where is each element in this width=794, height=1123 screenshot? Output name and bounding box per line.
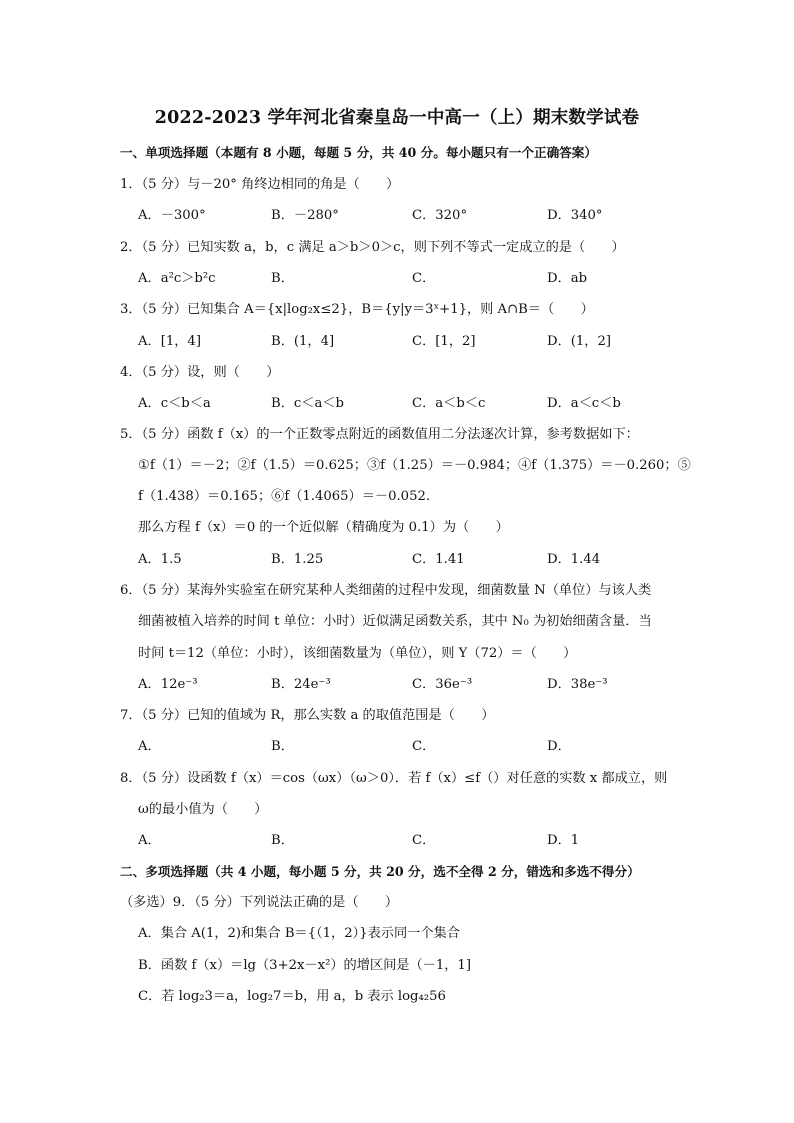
question-6-line-2: 细菌被植入培养的时间 t 单位：小时）近似满足函数关系，其中 N₀ 为初始细菌含量．当 — [138, 614, 652, 629]
option-a: A．1.5 — [138, 552, 182, 567]
question-9-option-a: A．集合 A(1，2)和集合 B＝{（1，2）}表示同一个集合 — [138, 926, 460, 941]
option-a: A．a²c＞b²c — [138, 271, 216, 286]
option-a: A． — [138, 833, 161, 848]
option-b: B．24e⁻³ — [271, 677, 331, 692]
option-b: B． — [271, 739, 294, 754]
option-d: D．340° — [547, 208, 603, 223]
option-a: A．－300° — [138, 208, 206, 223]
option-b: B．(1，4] — [271, 334, 335, 349]
question-5-options — [138, 552, 698, 568]
option-b: B．－280° — [271, 208, 339, 223]
question-1-options — [138, 208, 698, 224]
option-a: A． — [138, 739, 161, 754]
option-a: A．c＜b＜a — [138, 396, 211, 411]
question-6: 6．（5 分）某海外实验室在研究某种人类细菌的过程中发现，细菌数量 N（单位）与该人类 — [120, 583, 652, 598]
question-5: 5．（5 分）函数 f（x）的一个正数零点附近的函数值用二分法逐次计算，参考数据如下： — [120, 427, 639, 442]
option-b: B． — [271, 833, 294, 848]
option-d: D．1.44 — [547, 552, 601, 567]
option-d: D．(1，2] — [547, 334, 612, 349]
option-a: A．12e⁻³ — [138, 677, 198, 692]
question-9-option-b: B．函数 f（x）＝lg（3+2x－x²）的增区间是（－1，1] — [138, 958, 471, 973]
question-6-options — [138, 677, 698, 693]
question-8: 8．（5 分）设函数 f（x）＝cos（ωx）（ω＞0）．若 f（x）≤f（）对任意的实数 x 都成立，则 — [120, 771, 668, 786]
option-a: A．[1，4] — [138, 334, 201, 349]
question-5-data-line-1: ①f（1）＝－2；②f（1.5）＝0.625；③f（1.25）＝－0.984；④f（1.375）＝－0.260；⑤ — [138, 458, 691, 473]
question-4-options — [138, 396, 698, 412]
question-8-options — [138, 833, 698, 849]
option-c: C． — [412, 833, 436, 848]
question-7-options — [138, 739, 698, 755]
question-2: 2．（5 分）已知实数 a，b，c 满足 a＞b＞0＞c，则下列不等式一定成立的是（ ） — [120, 240, 625, 255]
question-4: 4．（5 分）设，则（ ） — [120, 365, 280, 380]
question-2-options — [138, 271, 698, 287]
option-d: D．a＜c＜b — [547, 396, 621, 411]
section-single-choice: 一、单项选择题（本题有 8 小题，每题 5 分，共 40 分。每小题只有一个正确答案） — [120, 145, 597, 160]
question-9: （多选）9．（5 分）下列说法正确的是（ ） — [120, 895, 399, 910]
question-9-option-c: C．若 log₂3＝a，log₂7＝b，用 a，b 表示 log₄₂56 — [138, 989, 446, 1004]
option-c: C．1.41 — [412, 552, 465, 567]
question-8-line-2: ω的最小值为（ ） — [138, 802, 268, 817]
option-d: D．ab — [547, 271, 588, 286]
option-c: C．36e⁻³ — [412, 677, 473, 692]
option-b: B． — [271, 271, 294, 286]
option-b: B．c＜a＜b — [271, 396, 344, 411]
option-b: B．1.25 — [271, 552, 324, 567]
question-3-options — [138, 334, 698, 350]
question-7: 7．（5 分）已知的值域为 R，那么实数 a 的取值范围是（ ） — [120, 708, 495, 723]
section-multiple-choice: 二、多项选择题（共 4 小题，每小题 5 分，共 20 分，选不全得 2 分，错选和多选不得分） — [120, 864, 640, 879]
exam-title: 2022-2023 学年河北省秦皇岛一中高一（上）期末数学试卷 — [154, 108, 640, 128]
question-6-line-3: 时间 t＝12（单位：小时），该细菌数量为（单位），则 Y（72）＝（ ） — [138, 646, 577, 661]
question-5-prompt: 那么方程 f（x）＝0 的一个近似解（精确度为 0.1）为（ ） — [138, 520, 509, 535]
option-d: D．38e⁻³ — [547, 677, 608, 692]
option-d: D． — [547, 739, 571, 754]
option-d: D．1 — [547, 833, 580, 848]
option-c: C．a＜b＜c — [412, 396, 486, 411]
question-1: 1．（5 分）与－20° 角终边相同的角是（ ） — [120, 177, 400, 192]
option-c: C． — [412, 739, 436, 754]
question-3: 3．（5 分）已知集合 A＝{x|log₂x≤2}，B＝{y|y＝3ˣ+1}，则 A∩B＝（ ） — [120, 302, 594, 317]
option-c: C．320° — [412, 208, 468, 223]
option-c: C． — [412, 271, 436, 286]
question-5-data-line-2: f（1.438）＝0.165；⑥f（1.4065）＝－0.052. — [138, 489, 431, 504]
option-c: C．[1，2] — [412, 334, 476, 349]
